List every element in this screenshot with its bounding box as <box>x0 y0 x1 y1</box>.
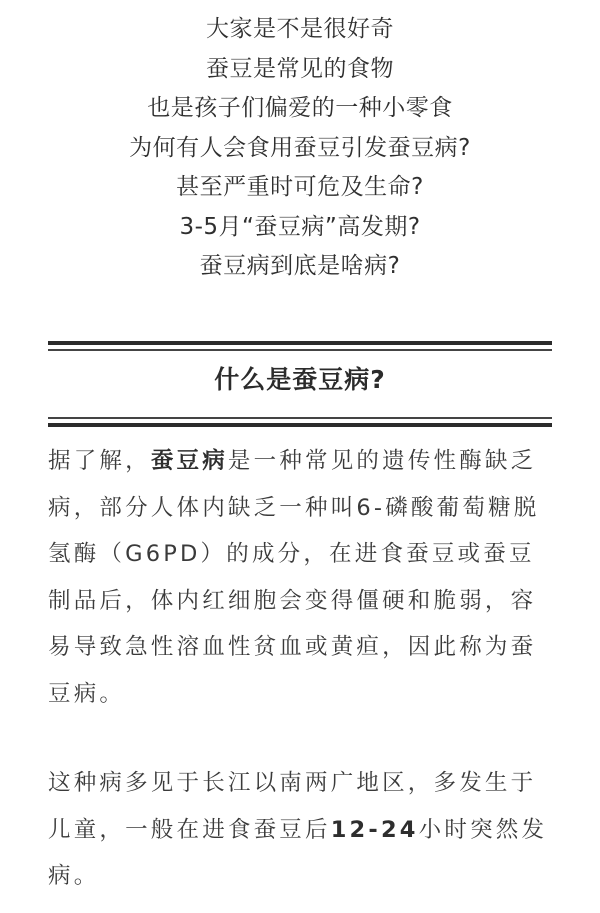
intro-line: 蚕豆是常见的食物 <box>206 55 394 82</box>
paragraph-text: 小时突然发病。 <box>48 816 548 889</box>
intro-line: 3-5月“蚕豆病”高发期? <box>179 213 421 240</box>
divider-bottom-thick <box>48 423 552 427</box>
bold-term: 蚕豆病 <box>150 448 228 474</box>
divider-top-thick <box>48 341 552 345</box>
divider-bottom-thin <box>48 417 552 419</box>
intro-line: 蚕豆病到底是啥病? <box>199 253 401 279</box>
paragraph-text: 是一种常见的遗传性酶缺乏病，部分人体内缺乏一种叫6-磷酸葡萄糖脱氢酶（G6PD）的成分，在进食蚕豆或蚕豆制品后，体内红细胞会变得僵硬和脆弱，容易导致急性溶血性贫血或黄疸，因此称为蚕豆病。 <box>48 448 540 707</box>
bold-hours: 12-24 <box>330 816 419 843</box>
intro-line: 为何有人会食用蚕豆引发蚕豆病? <box>129 134 471 161</box>
paragraph-text: 据了解， <box>48 448 151 474</box>
intro-questions <box>0 10 600 287</box>
divider-top-thin <box>48 349 552 351</box>
intro-line: 大家是不是很好奇 <box>206 16 394 42</box>
intro-line: 甚至严重时可危及生命? <box>176 174 424 200</box>
paragraph-definition <box>48 438 554 717</box>
intro-line: 也是孩子们偏爱的一种小零食 <box>147 95 453 121</box>
section-heading: 什么是蚕豆病? <box>214 365 386 394</box>
paragraph-prevalence <box>48 760 554 900</box>
paragraph-text: 这种病多见于长江以南两广地区，多发生于儿童，一般在进食蚕豆后 <box>48 770 537 843</box>
